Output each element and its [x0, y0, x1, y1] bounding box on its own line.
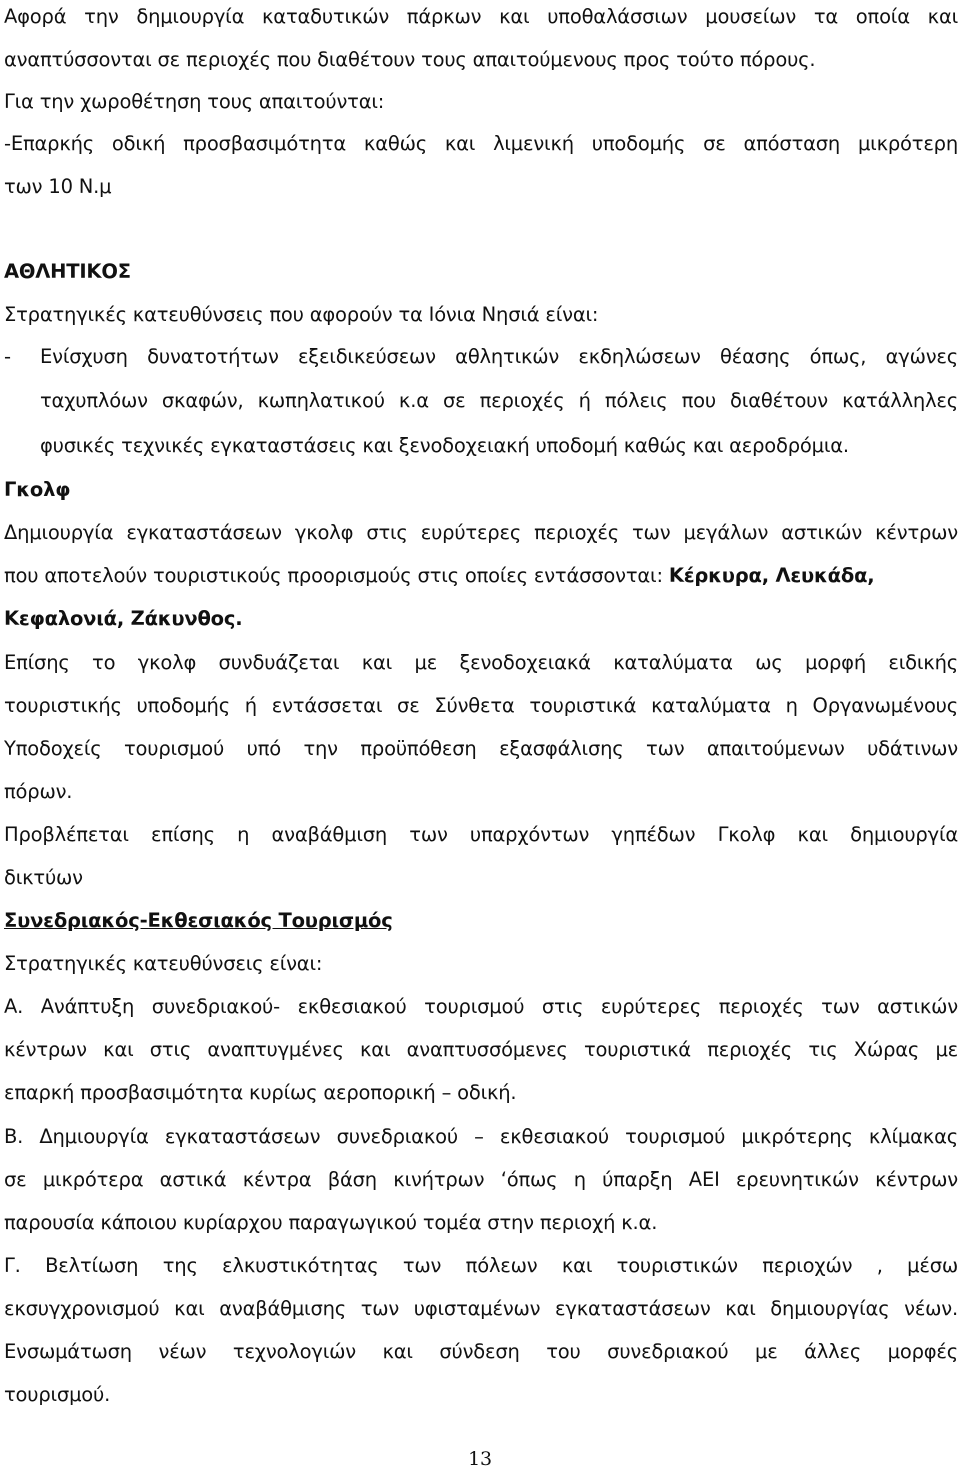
island-names: Κέρκυρα, Λευκάδα, [668, 564, 875, 587]
bullet-line: φυσικές τεχνικές εγκαταστάσεις και ξενοδοχειακή υποδομή καθώς και αεροδρόμια. [40, 434, 849, 457]
item-c-line: εκσυγχρονισμού και αναβάθμισης των υφισταμένων εγκαταστάσεων και δημιουργίας νέων. [4, 1297, 958, 1320]
item-c-line: τουρισμού. [4, 1383, 111, 1406]
text-line: Υποδοχείς τουρισμού υπό την προϋπόθεση εξασφάλισης των απαιτούμενων υδάτινων [4, 737, 958, 760]
bullet-line: Ενίσχυση δυνατοτήτων εξειδικεύσεων αθλητικών εκδηλώσεων θέασης όπως, αγώνες [40, 345, 958, 368]
conference-intro: Στρατηγικές κατευθύνσεις είναι: [4, 952, 323, 975]
text-line: τουριστικής υποδομής ή εντάσσεται σε Σύνθετα τουριστικά καταλύματα η Οργανωμένους [4, 694, 958, 717]
text-line: των 10 Ν.μ [4, 175, 112, 198]
item-a-line: επαρκή προσβασιμότητα κυρίως αεροπορική – οδική. [4, 1081, 517, 1104]
text-line [4, 563, 958, 589]
text-line: Επίσης το γκολφ συνδυάζεται και με ξενοδοχειακά καταλύματα ως μορφή ειδικής [4, 651, 958, 674]
section-heading-golf: Γκολφ [4, 478, 71, 501]
text-line: Αφορά την δημιουργία καταδυτικών πάρκων και υποθαλάσσιων μουσείων τα οποία και [4, 5, 958, 28]
item-a-line: κέντρων και στις αναπτυγμένες και αναπτυσσόμενες τουριστικά περιοχές τις Χώρας με [4, 1038, 958, 1061]
item-b-line: σε μικρότερα αστικά κέντρα βάση κινήτρων ‘όπως η ύπαρξη ΑΕΙ ερευνητικών κέντρων [4, 1168, 958, 1191]
item-a-line: Α. Ανάπτυξη συνεδριακού- εκθεσιακού τουρισμού στις ευρύτερες περιοχές των αστικών [4, 995, 958, 1018]
item-b-line: Β. Δημιουργία εγκαταστάσεων συνεδριακού – εκθεσιακού τουρισμού μικρότερης κλίμακας [4, 1125, 958, 1148]
item-c-line: Γ. Βελτίωση της ελκυστικότητας των πόλεων και τουριστικών περιοχών , μέσω [4, 1254, 958, 1277]
page-number: 13 [468, 1448, 492, 1470]
item-b-line: παρουσία κάποιου κυρίαρχου παραγωγικού τομέα στην περιοχή κ.α. [4, 1211, 658, 1234]
athletic-intro: Στρατηγικές κατευθύνσεις που αφορούν τα Ιόνια Νησιά είναι: [4, 303, 599, 326]
bullet-line: ταχυπλόων σκαφών, κωπηλατικού κ.α σε περιοχές ή πόλεις που διαθέτουν κατάλληλες [40, 389, 958, 412]
text-line: πόρων. [4, 780, 73, 803]
island-names: Κεφαλονιά, Ζάκυνθος. [4, 607, 243, 630]
text-line: Δημιουργία εγκαταστάσεων γκολφ στις ευρύτερες περιοχές των μεγάλων αστικών κέντρων [4, 521, 958, 544]
section-heading-conference: Συνεδριακός-Εκθεσιακός Τουρισμός [4, 909, 393, 932]
text-line: Προβλέπεται επίσης η αναβάθμιση των υπαρχόντων γηπέδων Γκολφ και δημιουργία [4, 823, 958, 846]
text-line: αναπτύσσονται σε περιοχές που διαθέτουν τους απαιτούμενους προς τούτο πόρους. [4, 48, 816, 71]
text-line: Για την χωροθέτηση τους απαιτούνται: [4, 90, 385, 113]
bullet-dash: - [4, 345, 11, 368]
section-heading-athletic: ΑΘΛΗΤΙΚΟΣ [4, 260, 131, 283]
text-span: που αποτελούν τουριστικούς προορισμούς στις οποίες εντάσσονται: [4, 564, 669, 587]
item-c-line: Ενσωμάτωση νέων τεχνολογιών και σύνδεση του συνεδριακού με άλλες μορφές [4, 1340, 958, 1363]
text-line: δικτύων [4, 866, 83, 889]
text-line: -Επαρκής οδική προσβασιμότητα καθώς και λιμενική υποδομής σε απόσταση μικρότερη [4, 132, 958, 155]
